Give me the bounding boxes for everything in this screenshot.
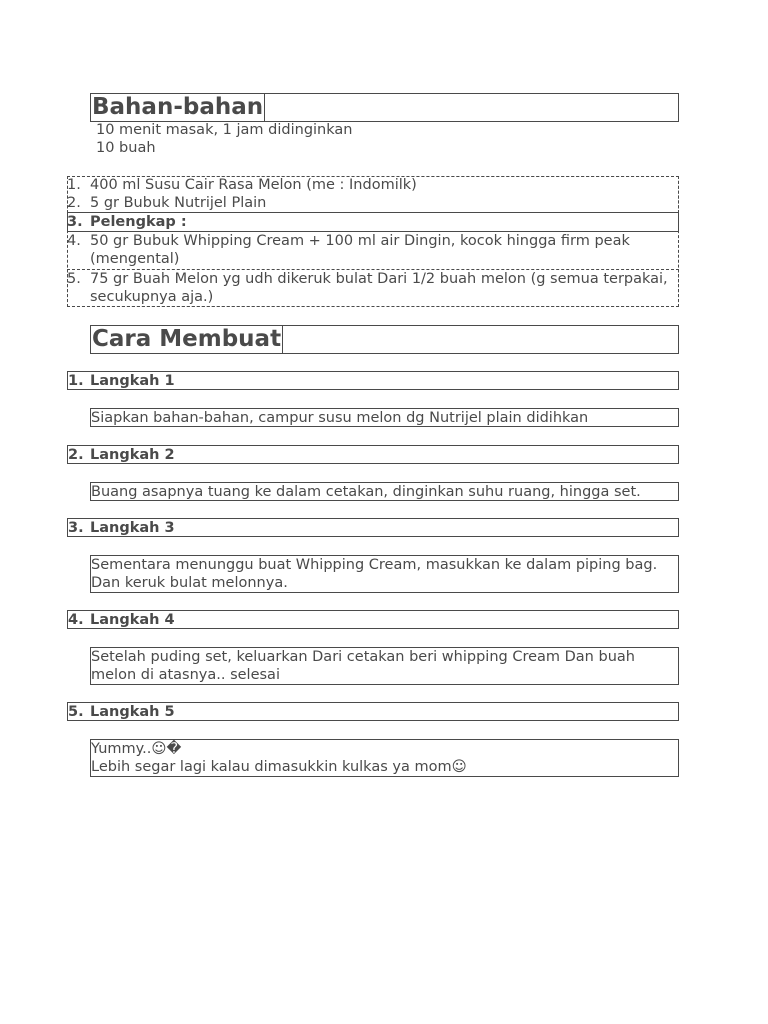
ingredients-title: Bahan-bahan <box>92 94 264 120</box>
step-number: 3. <box>68 520 84 536</box>
ingredient-number: 1. <box>67 177 81 193</box>
servings: 10 buah <box>96 140 156 156</box>
step-label: Langkah 1 <box>90 373 175 389</box>
step-label: Langkah 3 <box>90 520 175 536</box>
ingredient-text: 5 gr Bubuk Nutrijel Plain <box>90 195 267 211</box>
step-header <box>67 702 679 721</box>
step-description <box>90 647 679 685</box>
ingredient-text: 50 gr Bubuk Whipping Cream + 100 ml air Dingin, kocok hingga firm peak (mengental) <box>90 233 630 267</box>
ingredient-text: 75 gr Buah Melon yg udh dikeruk bulat Dari 1/2 buah melon (g semua terpakai, secukupnya aja.) <box>90 271 668 305</box>
step-header <box>67 445 679 464</box>
step-text: Setelah puding set, keluarkan Dari cetakan beri whipping Cream Dan buah melon di atasnya.. selesai <box>91 649 635 683</box>
ingredient-number: 2. <box>67 195 81 211</box>
ingredients-heading-box <box>90 93 679 122</box>
step-label: Langkah 2 <box>90 447 175 463</box>
step-number: 5. <box>68 704 84 720</box>
steps-heading-box <box>90 325 679 354</box>
ingredient-number: 4. <box>67 233 81 249</box>
ingredient-text: Pelengkap : <box>90 214 187 230</box>
step-text: Sementara menunggu buat Whipping Cream, masukkan ke dalam piping bag. Dan keruk bulat melonnya. <box>91 557 658 591</box>
ingredient-number: 3. <box>67 214 83 230</box>
step-header <box>67 518 679 537</box>
step-text: Yummy..☺� Lebih segar lagi kalau dimasukkin kulkas ya mom☺ <box>91 741 467 775</box>
step-text: Buang asapnya tuang ke dalam cetakan, dinginkan suhu ruang, hingga set. <box>91 484 641 500</box>
ingredient-text: 400 ml Susu Cair Rasa Melon (me : Indomilk) <box>90 177 417 193</box>
step-description <box>90 408 679 427</box>
step-header <box>67 371 679 390</box>
step-text: Siapkan bahan-bahan, campur susu melon dg Nutrijel plain didihkan <box>91 410 589 426</box>
step-header <box>67 610 679 629</box>
step-label: Langkah 5 <box>90 704 175 720</box>
step-description <box>90 482 679 501</box>
ingredient-number: 5. <box>67 271 81 287</box>
step-number: 1. <box>68 373 84 389</box>
steps-title: Cara Membuat <box>92 326 282 352</box>
step-label: Langkah 4 <box>90 612 175 628</box>
step-number: 4. <box>68 612 84 628</box>
step-description <box>90 555 679 593</box>
step-number: 2. <box>68 447 84 463</box>
step-description <box>90 739 679 777</box>
cooking-time: 10 menit masak, 1 jam didinginkan <box>96 122 353 138</box>
